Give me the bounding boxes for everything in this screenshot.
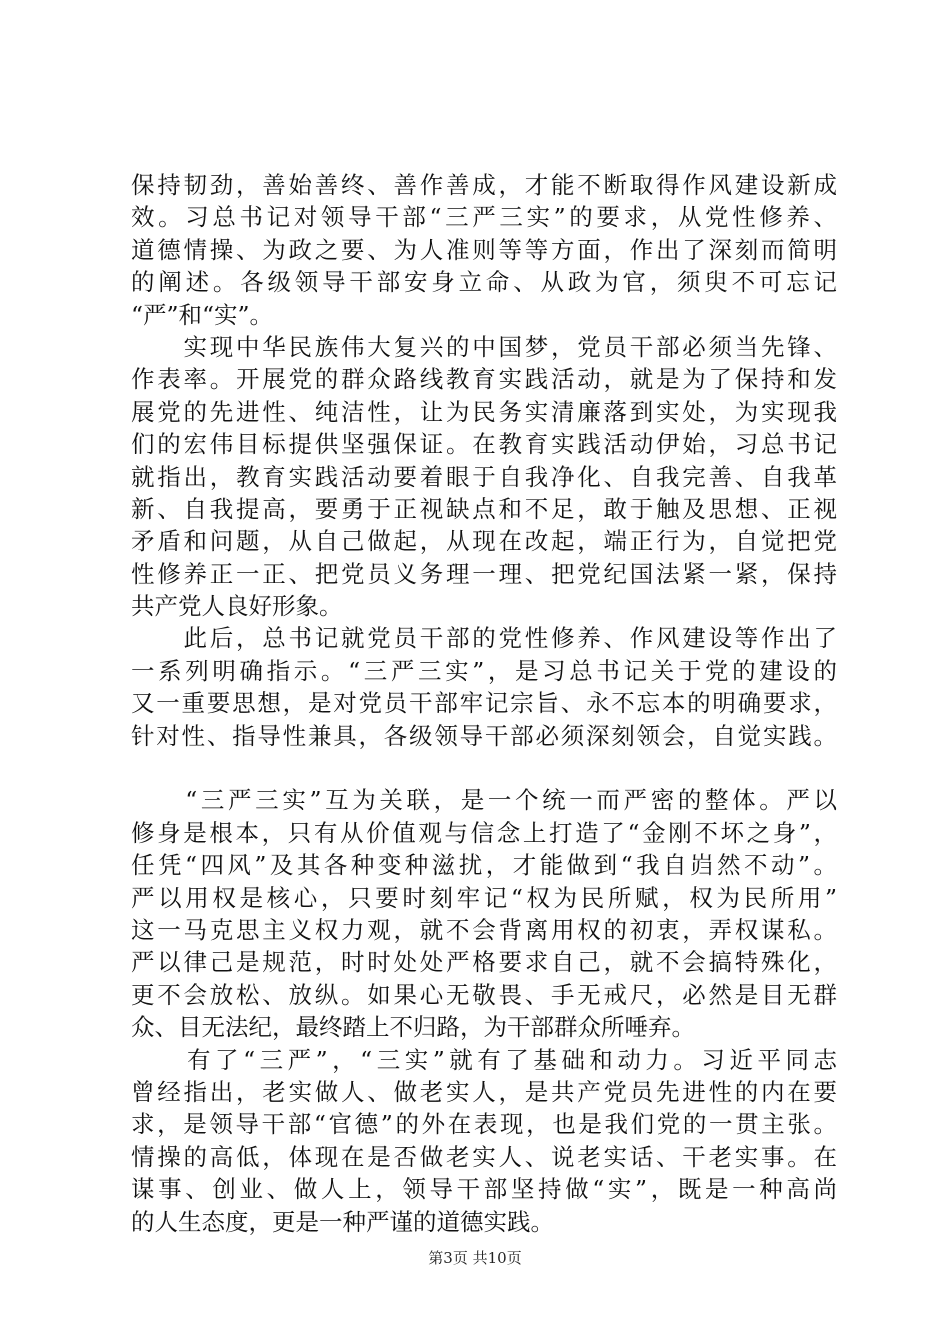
text-line: 众、目无法纪，最终踏上不归路，为干部群众所唾弃。 [131, 1013, 695, 1042]
paragraph [131, 331, 837, 623]
text-line: 的人生态度，更是一种严谨的道德实践。 [131, 1207, 554, 1236]
text-line: “三严三实”互为关联，是一个统一而严密的整体。严以 [131, 786, 837, 815]
text-line: 谋事、创业、做人上，领导干部坚持做“实”，既是一种高尚 [131, 1175, 837, 1204]
paragraph [131, 169, 837, 331]
document-body [131, 169, 837, 1238]
text-line: 情操的高低，体现在是否做老实人、说老实话、干老实事。在 [131, 1142, 837, 1171]
text-line: 道德情操、为政之要、为人准则等等方面，作出了深刻而简明 [131, 235, 837, 264]
paragraph-spacer [131, 752, 837, 784]
text-line: 共产党人良好形象。 [131, 592, 343, 621]
text-line: 一系列明确指示。“三严三实”，是习总书记关于党的建设的 [131, 656, 837, 685]
text-line: “严”和“实”。 [131, 300, 274, 329]
paragraph [131, 1044, 837, 1238]
text-line: 求，是领导干部“官德”的外在表现，也是我们党的一贯主张。 [131, 1110, 837, 1139]
text-line: 矛盾和问题，从自己做起，从现在改起，端正行为，自觉把党 [131, 527, 837, 556]
text-line: 作表率。开展党的群众路线教育实践活动，就是为了保持和发 [131, 365, 837, 394]
text-line: 曾经指出，老实做人、做老实人，是共产党员先进性的内在要 [131, 1077, 837, 1106]
paragraph [131, 784, 837, 1043]
text-line: 严以律己是规范，时时处处严格要求自己，就不会搞特殊化， [131, 948, 837, 977]
text-line: 严以用权是核心，只要时刻牢记“权为民所赋，权为民所用” [131, 883, 837, 912]
text-line: 更不会放松、放纵。如果心无敬畏、手无戒尺，必然是目无群 [131, 980, 837, 1009]
text-line: 有了“三严”，“三实”就有了基础和动力。习近平同志 [131, 1045, 837, 1074]
text-line: 这一马克思主义权力观，就不会背离用权的初衷，弄权谋私。 [131, 915, 837, 944]
text-line: 实现中华民族伟大复兴的中国梦，党员干部必须当先锋、 [131, 332, 837, 361]
text-line: 任凭“四风”及其各种变种滋扰，才能做到“我自岿然不动”。 [131, 851, 837, 880]
text-line: 针对性、指导性兼具，各级领导干部必须深刻领会，自觉实践。 [131, 721, 837, 750]
text-line: 此后，总书记就党员干部的党性修养、作风建设等作出了 [131, 624, 837, 653]
text-line: 效。习总书记对领导干部“三严三实”的要求，从党性修养、 [131, 203, 837, 232]
text-line: 展党的先进性、纯洁性，让为民务实清廉落到实处，为实现我 [131, 397, 837, 426]
text-line: 就指出，教育实践活动要着眼于自我净化、自我完善、自我革 [131, 462, 837, 491]
page-number-footer: 第3页 共10页 [428, 1249, 522, 1267]
text-line: 修身是根本，只有从价值观与信念上打造了“金刚不坏之身”， [131, 818, 837, 847]
paragraph [131, 622, 837, 752]
text-line: 又一重要思想，是对党员干部牢记宗旨、永不忘本的明确要求， [131, 689, 837, 718]
text-line: 的阐述。各级领导干部安身立命、从政为官，须臾不可忘记 [131, 268, 837, 297]
text-line: 新、自我提高，要勇于正视缺点和不足，敢于触及思想、正视 [131, 494, 837, 523]
text-line: 保持韧劲，善始善终、善作善成，才能不断取得作风建设新成 [131, 171, 837, 199]
text-line: 性修养正一正、把党员义务理一理、把党纪国法紧一紧，保持 [131, 559, 837, 588]
text-line: 们的宏伟目标提供坚强保证。在教育实践活动伊始，习总书记 [131, 430, 837, 459]
